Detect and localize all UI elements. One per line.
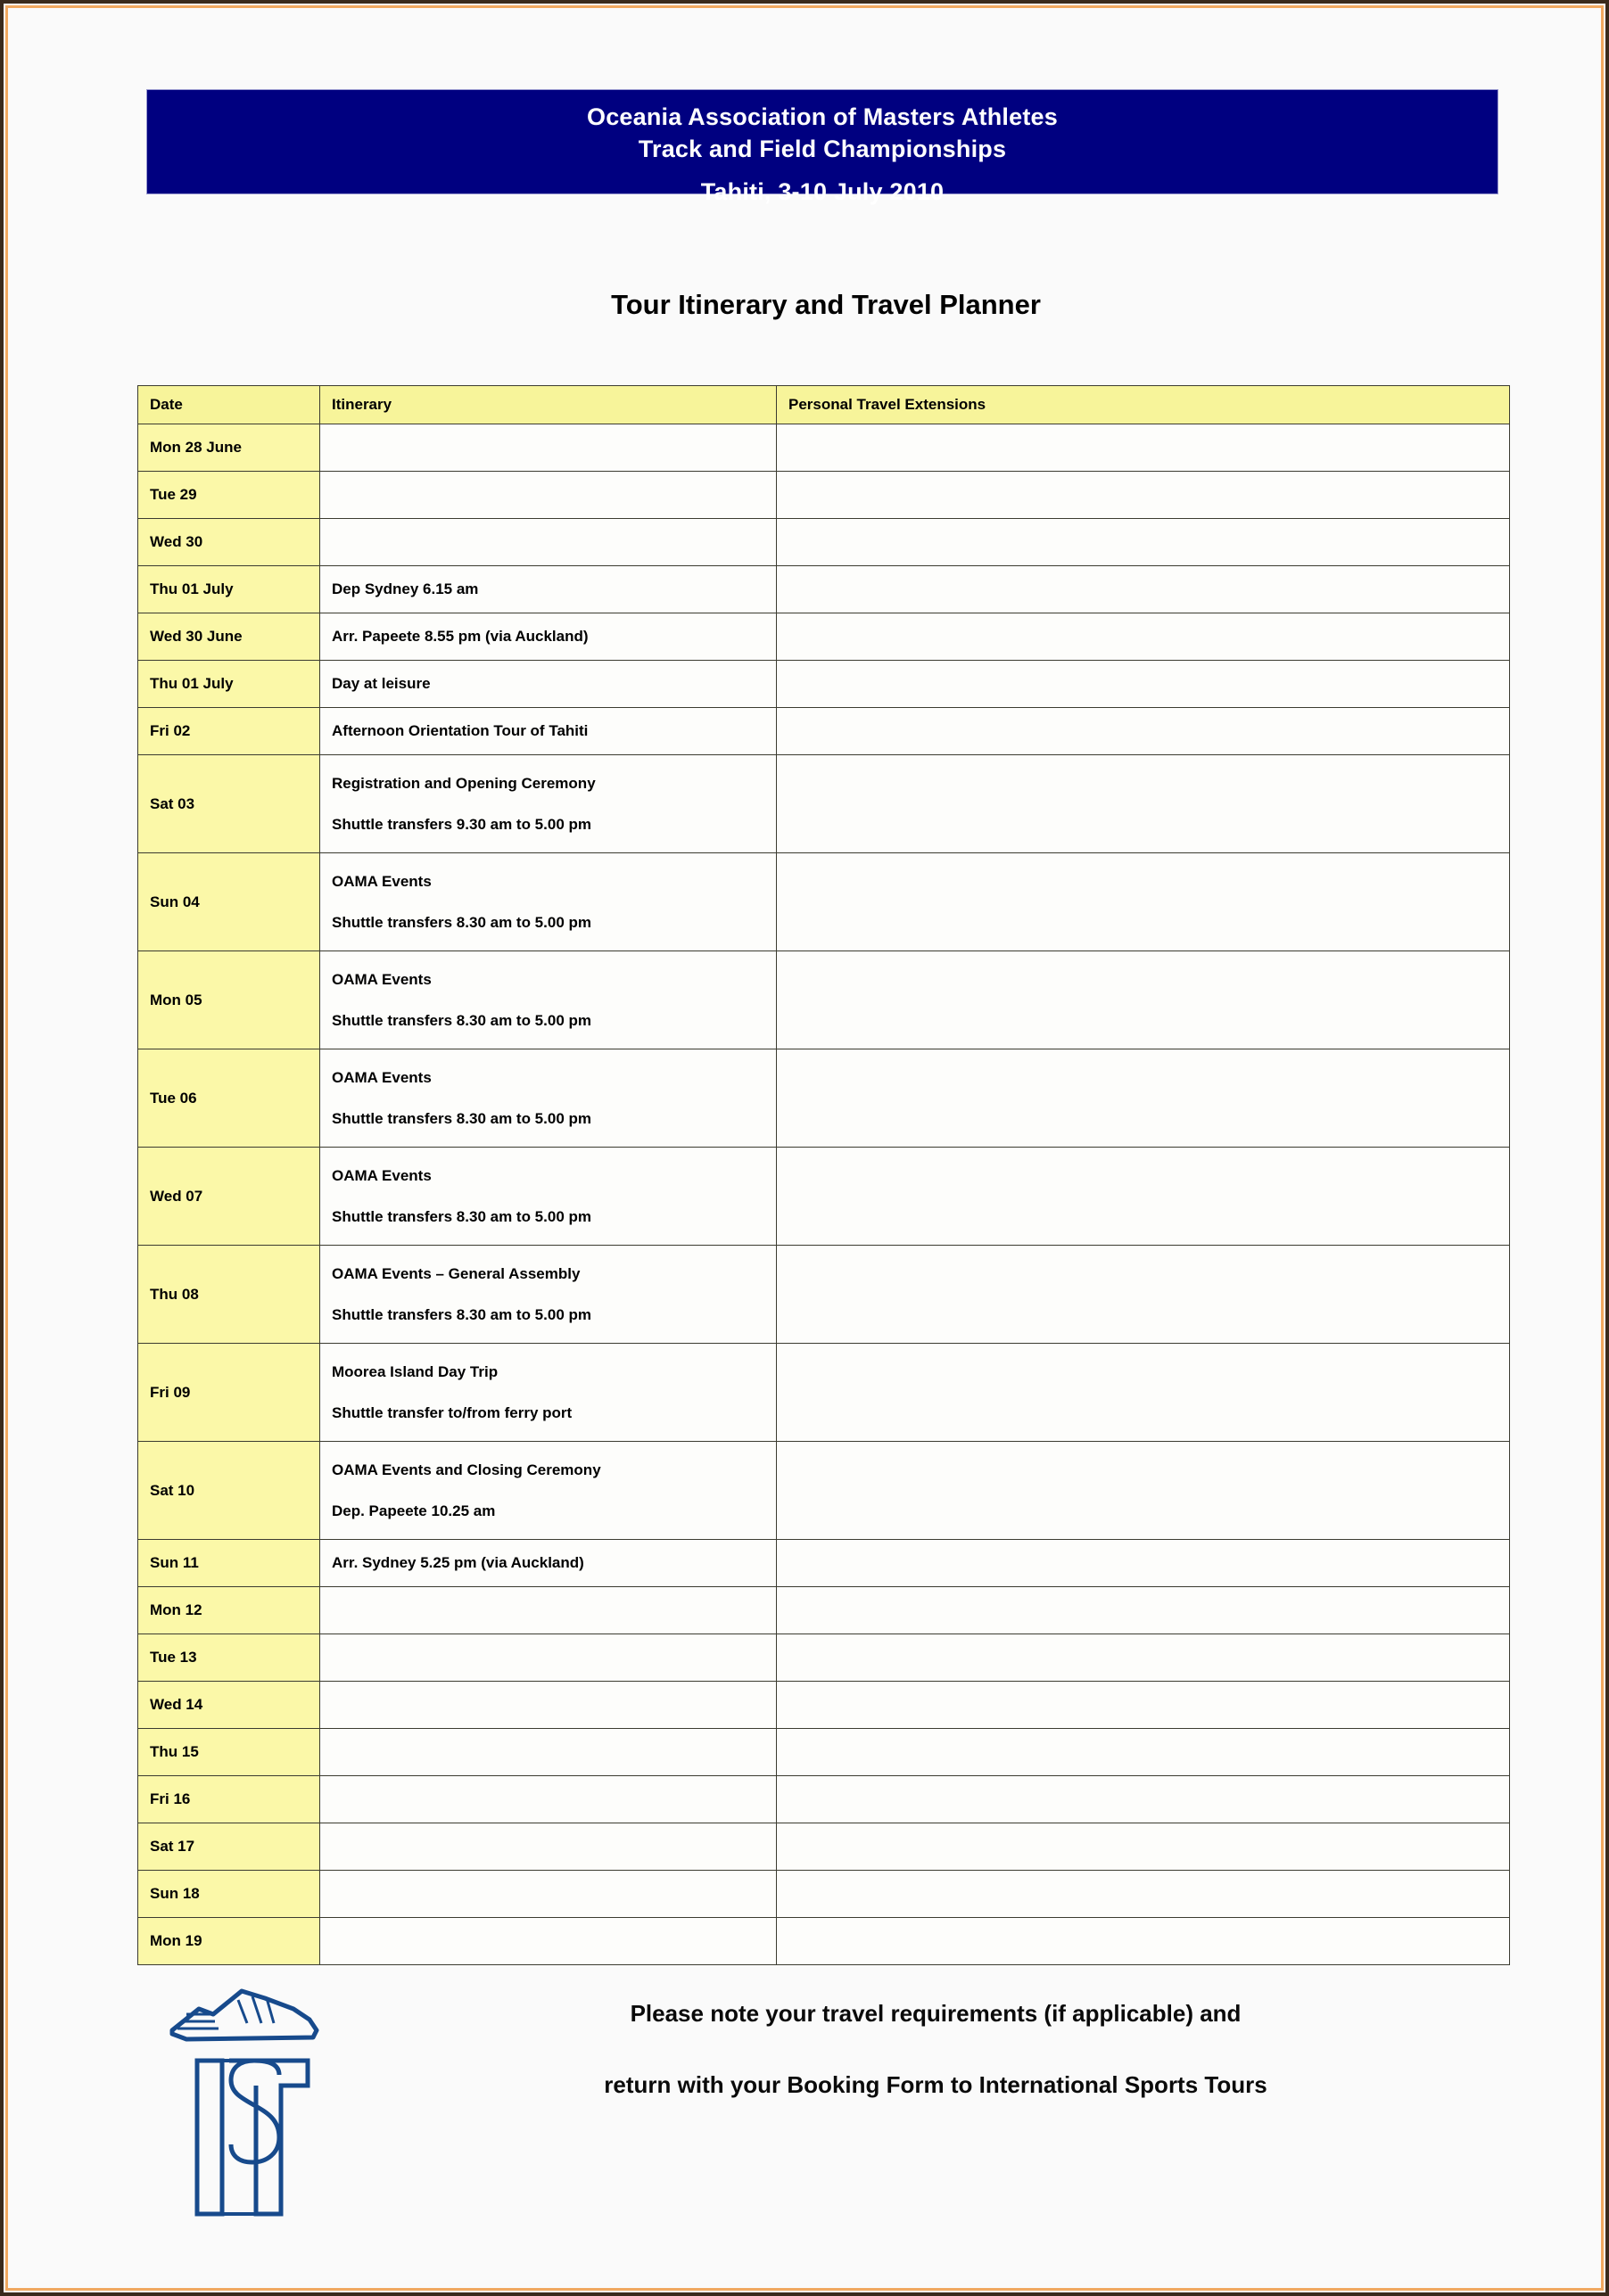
cell-personal-travel-extensions[interactable]: [777, 1049, 1510, 1148]
cell-date: Sun 11: [138, 1540, 320, 1587]
cell-date: Thu 01 July: [138, 661, 320, 708]
itinerary-line: Shuttle transfers 8.30 am to 5.00 pm: [332, 1305, 591, 1323]
table-row: [138, 1682, 1510, 1729]
cell-itinerary[interactable]: [320, 1148, 777, 1246]
footer: [137, 1961, 1511, 2228]
cell-date: Thu 15: [138, 1729, 320, 1776]
table-row: [138, 1871, 1510, 1918]
cell-date: Fri 02: [138, 708, 320, 755]
table-row: [138, 1823, 1510, 1871]
itinerary-line: Shuttle transfers 8.30 am to 5.00 pm: [332, 1109, 591, 1127]
letter-t-icon: [229, 2061, 308, 2214]
cell-personal-travel-extensions[interactable]: [777, 1776, 1510, 1823]
cell-date: Wed 30: [138, 519, 320, 566]
table-header: [138, 386, 1510, 424]
table-row: [138, 613, 1510, 661]
itinerary-line: Shuttle transfers 9.30 am to 5.00 pm: [332, 815, 591, 833]
cell-itinerary[interactable]: [320, 1682, 777, 1729]
column-header-date: Date: [138, 386, 320, 424]
cell-date: Wed 07: [138, 1148, 320, 1246]
cell-date: Sat 17: [138, 1823, 320, 1871]
itinerary-line: OAMA Events: [332, 872, 432, 890]
itinerary-line: OAMA Events: [332, 1068, 432, 1086]
cell-itinerary[interactable]: [320, 853, 777, 951]
cell-date: Wed 14: [138, 1682, 320, 1729]
cell-itinerary[interactable]: [320, 1823, 777, 1871]
cell-itinerary[interactable]: [320, 1587, 777, 1634]
cell-personal-travel-extensions[interactable]: [777, 519, 1510, 566]
table-row: [138, 1344, 1510, 1442]
table-row: [138, 755, 1510, 853]
cell-personal-travel-extensions[interactable]: [777, 1148, 1510, 1246]
table-header-row: [138, 386, 1510, 424]
cell-itinerary[interactable]: [320, 566, 777, 613]
itinerary-line: Shuttle transfers 8.30 am to 5.00 pm: [332, 913, 591, 931]
table-row: [138, 1587, 1510, 1634]
table-row: [138, 661, 1510, 708]
cell-itinerary[interactable]: [320, 661, 777, 708]
table-row: [138, 424, 1510, 472]
cell-personal-travel-extensions[interactable]: [777, 566, 1510, 613]
cell-itinerary[interactable]: [320, 1871, 777, 1918]
cell-date: Sat 03: [138, 755, 320, 853]
cell-itinerary[interactable]: [320, 1776, 777, 1823]
cell-date: Mon 19: [138, 1918, 320, 1965]
cell-date: Thu 08: [138, 1246, 320, 1344]
cell-personal-travel-extensions[interactable]: [777, 853, 1510, 951]
cell-personal-travel-extensions[interactable]: [777, 755, 1510, 853]
table-row: [138, 1776, 1510, 1823]
cell-personal-travel-extensions[interactable]: [777, 472, 1510, 519]
cell-itinerary[interactable]: [320, 1729, 777, 1776]
footer-note: [387, 1998, 1484, 2100]
itinerary-line: OAMA Events: [332, 1166, 432, 1184]
itinerary-table: [137, 385, 1510, 1965]
cell-personal-travel-extensions[interactable]: [777, 1682, 1510, 1729]
cell-date: Thu 01 July: [138, 566, 320, 613]
table-row: [138, 472, 1510, 519]
cell-itinerary[interactable]: [320, 1540, 777, 1587]
cell-personal-travel-extensions[interactable]: [777, 708, 1510, 755]
itinerary-line: Registration and Opening Ceremony: [332, 774, 596, 792]
cell-personal-travel-extensions[interactable]: [777, 1442, 1510, 1540]
table-row: [138, 951, 1510, 1049]
table-row: [138, 1918, 1510, 1965]
table-row: [138, 1634, 1510, 1682]
cell-date: Sat 10: [138, 1442, 320, 1540]
cell-date: Tue 06: [138, 1049, 320, 1148]
itinerary-line: Moorea Island Day Trip: [332, 1362, 499, 1380]
cell-itinerary[interactable]: [320, 519, 777, 566]
cell-date: Fri 09: [138, 1344, 320, 1442]
cell-itinerary[interactable]: [320, 1634, 777, 1682]
cell-date: Tue 29: [138, 472, 320, 519]
itinerary-line: Dep. Papeete 10.25 am: [332, 1502, 496, 1519]
table-row: [138, 1148, 1510, 1246]
cell-itinerary[interactable]: [320, 472, 777, 519]
cell-date: Fri 16: [138, 1776, 320, 1823]
cell-date: Tue 13: [138, 1634, 320, 1682]
itinerary-line: OAMA Events: [332, 970, 432, 988]
cell-date: Wed 30 June: [138, 613, 320, 661]
cell-date: Mon 28 June: [138, 424, 320, 472]
cell-personal-travel-extensions[interactable]: [777, 661, 1510, 708]
footer-note-line-1: Please note your travel requirements (if applicable) and: [630, 2000, 1242, 2027]
cell-date: Mon 05: [138, 951, 320, 1049]
itinerary-line: Afternoon Orientation Tour of Tahiti: [332, 722, 589, 739]
itinerary-line: Dep Sydney 6.15 am: [332, 580, 479, 597]
table-row: [138, 1246, 1510, 1344]
cell-date: Mon 12: [138, 1587, 320, 1634]
itinerary-line: OAMA Events – General Assembly: [332, 1264, 581, 1282]
itinerary-line: Shuttle transfers 8.30 am to 5.00 pm: [332, 1207, 591, 1225]
cell-personal-travel-extensions[interactable]: [777, 1918, 1510, 1965]
itinerary-line: Arr. Papeete 8.55 pm (via Auckland): [332, 628, 589, 645]
cell-personal-travel-extensions[interactable]: [777, 1587, 1510, 1634]
cell-itinerary[interactable]: [320, 1918, 777, 1965]
table-row: [138, 1540, 1510, 1587]
cell-personal-travel-extensions[interactable]: [777, 1823, 1510, 1871]
itinerary-line: Shuttle transfer to/from ferry port: [332, 1403, 573, 1421]
banner-location-dates: Tahiti, 3-10 July 2010: [700, 178, 945, 205]
cell-personal-travel-extensions[interactable]: [777, 424, 1510, 472]
table-row: [138, 566, 1510, 613]
cell-itinerary[interactable]: [320, 613, 777, 661]
event-banner: [146, 89, 1498, 205]
table-row: [138, 708, 1510, 755]
cell-itinerary[interactable]: [320, 1246, 777, 1344]
cell-itinerary[interactable]: [320, 951, 777, 1049]
footer-note-line-2: return with your Booking Form to International Sports Tours: [604, 2071, 1267, 2098]
table-row: [138, 1049, 1510, 1148]
cell-personal-travel-extensions[interactable]: [777, 1729, 1510, 1776]
cell-personal-travel-extensions[interactable]: [777, 1246, 1510, 1344]
table-row: [138, 1442, 1510, 1540]
cell-itinerary[interactable]: [320, 708, 777, 755]
cell-date: Sun 18: [138, 1871, 320, 1918]
cell-personal-travel-extensions[interactable]: [777, 1344, 1510, 1442]
ist-running-shoe-logo: [160, 1979, 347, 2228]
cell-itinerary[interactable]: [320, 1049, 777, 1148]
page-title: Tour Itinerary and Travel Planner: [611, 289, 1041, 320]
itinerary-line: Arr. Sydney 5.25 pm (via Auckland): [332, 1554, 584, 1571]
column-header-itinerary: Itinerary: [320, 386, 777, 424]
banner-event: Track and Field Championships: [638, 136, 1007, 162]
cell-itinerary[interactable]: [320, 424, 777, 472]
banner-organization: Oceania Association of Masters Athletes: [587, 103, 1058, 130]
table-row: [138, 519, 1510, 566]
shoe-wing-lines-icon: [177, 2014, 219, 2029]
shoe-stripe-icon: [238, 1996, 274, 2023]
cell-personal-travel-extensions[interactable]: [777, 613, 1510, 661]
cell-personal-travel-extensions[interactable]: [777, 1540, 1510, 1587]
table-row: [138, 853, 1510, 951]
ist-logo-svg: [160, 1979, 347, 2228]
itinerary-line: Shuttle transfers 8.30 am to 5.00 pm: [332, 1011, 591, 1029]
column-header-extensions: Personal Travel Extensions: [777, 386, 1510, 424]
cell-personal-travel-extensions[interactable]: [777, 1871, 1510, 1918]
letter-i-icon: [197, 2061, 222, 2214]
itinerary-line: Day at leisure: [332, 675, 431, 692]
itinerary-line: OAMA Events and Closing Ceremony: [332, 1461, 601, 1478]
table-body: [138, 424, 1510, 1965]
cell-personal-travel-extensions[interactable]: [777, 1634, 1510, 1682]
cell-personal-travel-extensions[interactable]: [777, 951, 1510, 1049]
cell-itinerary[interactable]: [320, 1344, 777, 1442]
cell-date: Sun 04: [138, 853, 320, 951]
cell-itinerary[interactable]: [320, 755, 777, 853]
table-row: [138, 1729, 1510, 1776]
cell-itinerary[interactable]: [320, 1442, 777, 1540]
